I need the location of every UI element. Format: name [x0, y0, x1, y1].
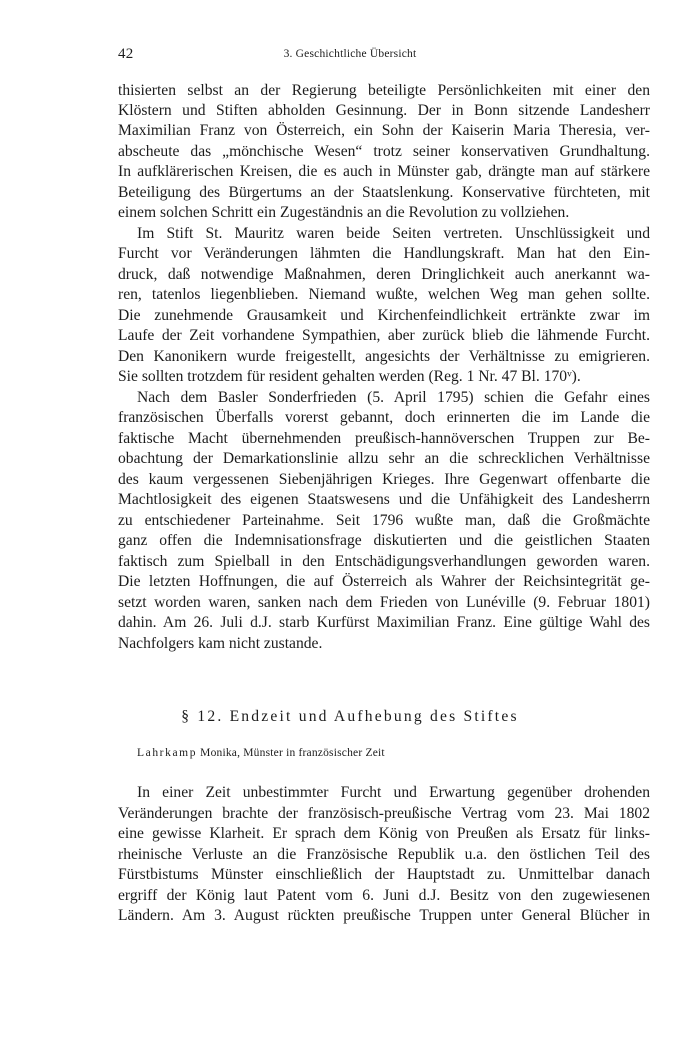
text-line: In aufklärerischen Kreisen, die es auch in Münster gab, drängte man auf stärkere — [118, 163, 650, 180]
text-line: ergriff der König laut Patent vom 6. Juni d.J. Besitz von den zugewiesenen — [118, 887, 650, 904]
text-line: des kaum vergessenen Siebenjährigen Krieges. Ihre Gegenwart offenbarte die — [118, 471, 650, 488]
text-line: Den Kanonikern wurde freigestellt, angesichts der Verhältnisse zu emigrieren. — [118, 348, 650, 365]
page-number: 42 — [118, 46, 134, 62]
text-line: obachtung der Demarkationslinie allzu sehr an die schrecklichen Verhältnisse — [118, 450, 650, 467]
bibliography-entry — [137, 747, 385, 759]
text-line: Beteiligung des Bürgertums an der Staatslenkung. Konservative fürchteten, mit — [118, 184, 650, 201]
text-line: Die letzten Hoffnungen, die auf Österreich als Wahrer der Reichsintegrität ge- — [118, 573, 650, 590]
text-line: faktisch zum Spielball in den Entschädigungsverhandlungen geworden waren. — [118, 553, 650, 570]
text-line: Nach dem Basler Sonderfrieden (5. April 1795) schien die Gefahr eines — [137, 389, 650, 406]
text-line: setzt worden waren, sanken nach dem Frieden von Lunéville (9. Februar 1801) — [118, 594, 650, 611]
text-line: Nachfolgers kam nicht zustande. — [118, 635, 323, 652]
text-line: Veränderungen brachte der französisch-preußische Vertrag vom 23. Mai 1802 — [118, 805, 650, 822]
text-line: faktische Macht übernehmenden preußisch-hannöverschen Truppen zur Be- — [118, 430, 650, 447]
text-line: Laufe der Zeit vorhandene Sympathien, aber zurück blieb die lähmende Furcht. — [118, 327, 650, 344]
text-line: zu entschiedener Parteinahme. Seit 1796 wußte man, daß die Großmächte — [118, 512, 650, 529]
text-line: In einer Zeit unbestimmter Furcht und Erwartung gegenüber drohenden — [137, 784, 650, 801]
text-line: Furcht vor Veränderungen lähmten die Handlungskraft. Man hat den Ein- — [118, 245, 650, 262]
text-line: dahin. Am 26. Juli d.J. starb Kurfürst Maximilian Franz. Eine gültige Wahl des — [118, 614, 650, 631]
text-line: einem solchen Schritt ein Zugeständnis an die Revolution zu vollziehen. — [118, 204, 570, 221]
text-line: rheinische Verluste an die Französische Republik u.a. den östlichen Teil des — [118, 846, 650, 863]
text-line: Die zunehmende Grausamkeit und Kirchenfeindlichkeit ertränkte zwar im — [118, 307, 650, 324]
text-line: abscheute das „mönchische Wesen“ trotz seiner konservativen Grundhaltung. — [118, 143, 650, 160]
text-line: Sie sollten trotzdem für resident gehalten werden (Reg. 1 Nr. 47 Bl. 170ᵛ). — [118, 368, 581, 385]
text-line: Im Stift St. Mauritz waren beide Seiten vertreten. Unschlüssigkeit und — [137, 225, 650, 242]
text-line: französischen Überfalls vorerst gebannt, doch erinnerten die im Lande die — [118, 409, 650, 426]
text-line: druck, daß notwendige Maßnahmen, deren Dringlichkeit auch anerkannt wa- — [118, 266, 650, 283]
text-line: Machtlosigkeit des eigenen Staatswesens und die Unfähigkeit des Landesherrn — [118, 491, 650, 508]
text-line: eine gewisse Klarheit. Er sprach dem König von Preußen als Ersatz für links- — [118, 825, 650, 842]
text-line: ren, tatenlos liegenblieben. Niemand wußte, welchen Weg man gehen sollte. — [118, 286, 650, 303]
text-line: Fürstbistums Münster einschließlich der Hauptstadt zu. Unmittelbar danach — [118, 866, 650, 883]
section-heading: § 12. Endzeit und Aufhebung des Stiftes — [181, 708, 519, 725]
text-line: Maximilian Franz von Österreich, ein Sohn der Kaiserin Maria Theresia, ver- — [118, 122, 650, 139]
text-line: thisierten selbst an der Regierung beteiligte Persönlichkeiten mit einer den — [118, 82, 650, 99]
running-head: 3. Geschichtliche Übersicht — [283, 48, 417, 60]
text-line: Ländern. Am 3. August rückten preußische Truppen unter General Blücher in — [118, 907, 650, 924]
text-line: Klöstern und Stiften abholden Gesinnung. Der in Bonn sitzende Landesherr — [118, 102, 650, 119]
text-line: ganz offen die Indemnisationsfrage diskutierten und die geistlichen Staaten — [118, 532, 650, 549]
bibliography-author: Lahrkamp — [137, 747, 198, 759]
bibliography-title: Monika, Münster in französischer Zeit — [197, 747, 385, 759]
